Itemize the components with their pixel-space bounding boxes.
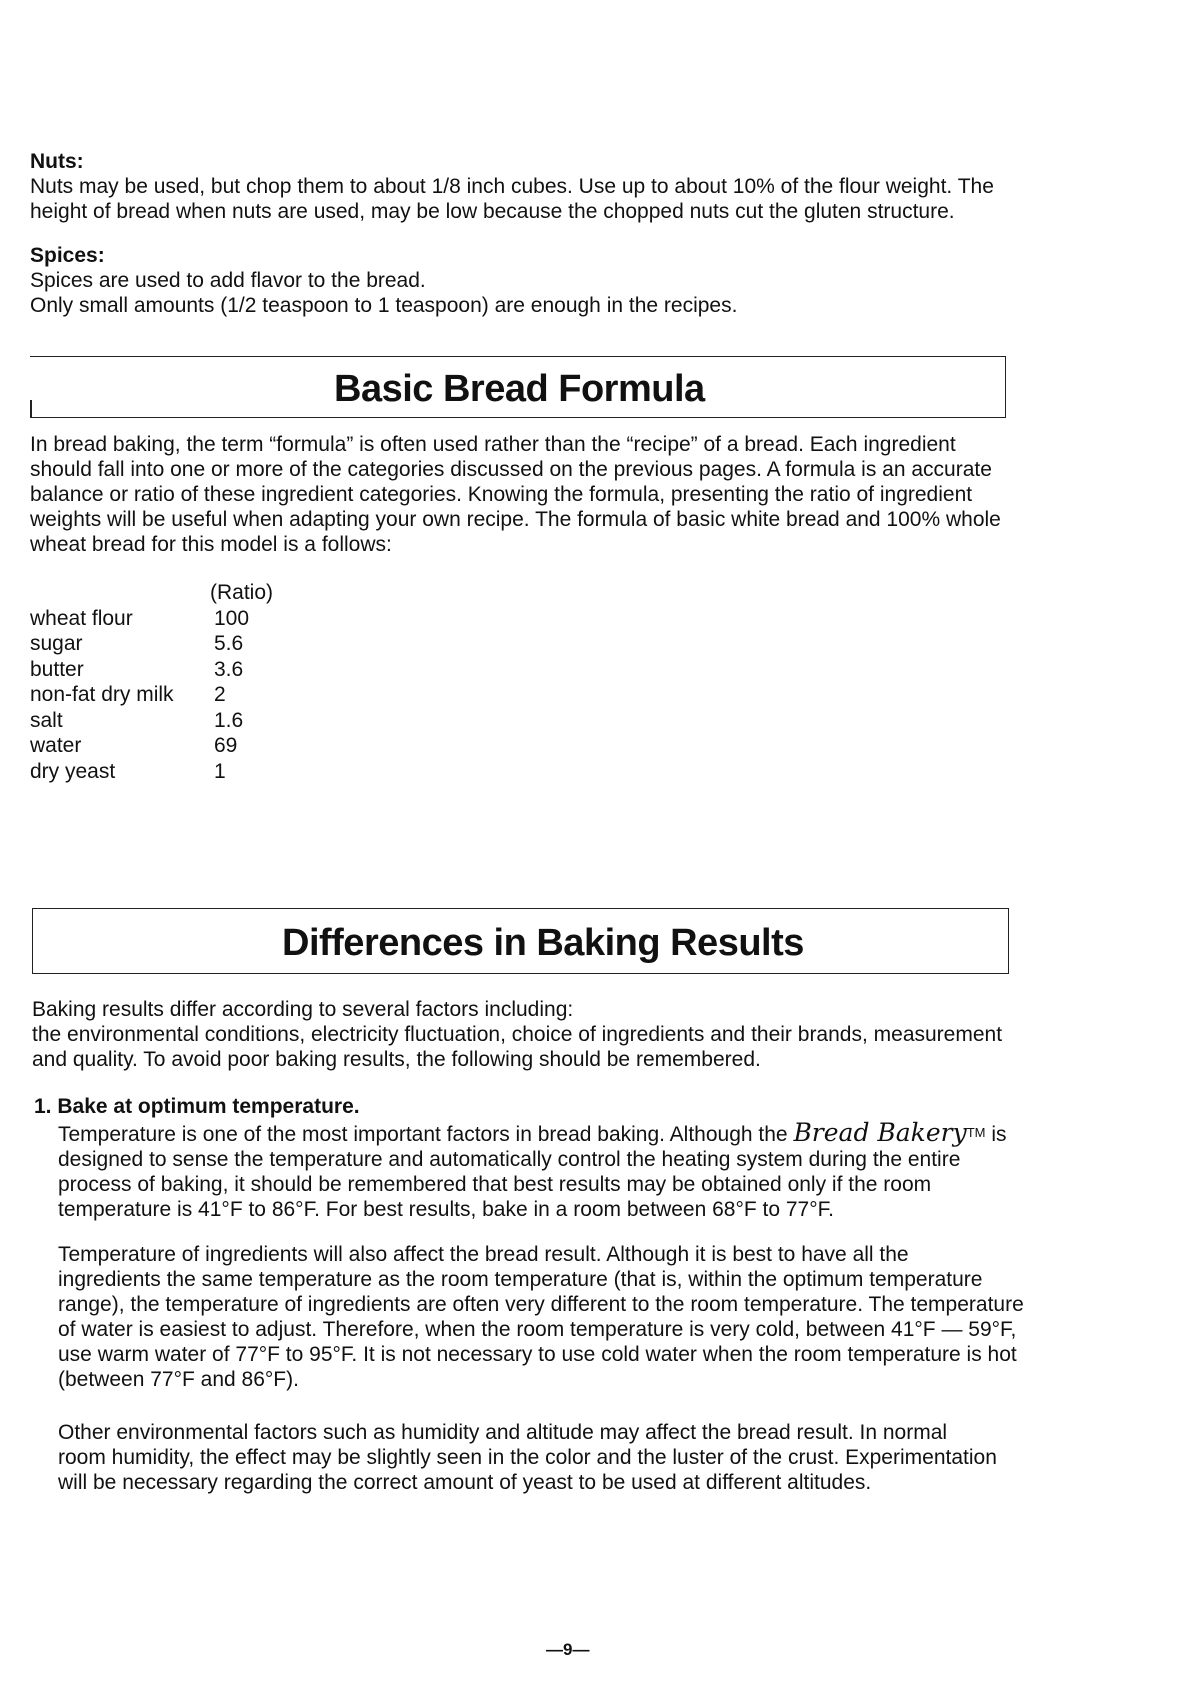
item1-line: Temperature of ingredients will also affect the bread result. Although it is best to have all the: [58, 1243, 909, 1266]
brand-name: Bread Bakery: [793, 1118, 967, 1147]
ratio-header-row: [30, 581, 273, 607]
trademark: TM: [966, 1125, 986, 1140]
differences-intro: [32, 997, 1002, 1072]
ingredient-name: water: [30, 734, 82, 757]
spices-section: [30, 244, 737, 318]
formula-line: In bread baking, the term “formula” is often used rather than the “recipe” of a bread. Each ingredient: [30, 433, 956, 456]
ingredient-name: butter: [30, 657, 84, 681]
differences-title: Differences in Baking Results: [282, 922, 804, 964]
table-row: [30, 658, 273, 684]
ingredient-ratio: 5.6: [214, 632, 244, 655]
item1-line: (between 77°F and 86°F).: [58, 1368, 299, 1391]
table-row: [30, 709, 273, 735]
ingredient-name: dry yeast: [30, 759, 116, 783]
item1-line-start: Temperature is one of the most important factors in bread baking. Although the: [58, 1123, 788, 1146]
item1-line-end: is: [991, 1123, 1007, 1146]
spices-line: Only small amounts (1/2 teaspoon to 1 teaspoon) are enough in the recipes.: [30, 294, 738, 317]
formula-line: wheat bread for this model is a follows:: [30, 533, 392, 556]
item1-line: range), the temperature of ingredients are often very different to the room temperature. The temperature: [58, 1293, 1024, 1316]
nuts-line: Nuts may be used, but chop them to about 1/8 inch cubes. Use up to about 10% of the flour weight. The: [30, 175, 994, 198]
item1-first-line: [58, 1120, 1007, 1147]
ingredient-ratio: 1: [214, 759, 226, 783]
item1-line: use warm water of 77°F to 95°F. It is not necessary to use cold water when the room temperature is hot: [58, 1343, 1017, 1366]
table-row: [30, 760, 273, 786]
intro-line: the environmental conditions, electricity fluctuation, choice of ingredients and their brands, measurement: [32, 1023, 1003, 1046]
nuts-heading: Nuts:: [30, 150, 84, 173]
formula-line: should fall into one or more of the categories discussed on the previous pages. A formula is an accurate: [30, 458, 992, 481]
intro-line: and quality. To avoid poor baking results, the following should be remembered.: [32, 1048, 761, 1071]
table-row: [30, 632, 273, 658]
item1-heading: 1. Bake at optimum temperature.: [34, 1095, 360, 1118]
item1-paragraph1: [58, 1120, 1007, 1222]
item1-line: process of baking, it should be remembered that best results may be obtained only if the room: [58, 1173, 932, 1196]
spices-text: [30, 268, 737, 318]
formula-line: balance or ratio of these ingredient categories. Knowing the formula, presenting the ratio of ingredient: [30, 483, 973, 506]
ingredient-ratio: 1.6: [214, 708, 244, 732]
page-number: —9—: [546, 1640, 590, 1659]
ingredient-ratio: 69: [214, 734, 238, 757]
intro-line: Baking results differ according to several factors including:: [32, 998, 574, 1021]
item1-line: designed to sense the temperature and automatically control the heating system during the entire: [58, 1148, 961, 1171]
ratio-table-wrap: [30, 581, 273, 785]
table-row: [30, 607, 273, 633]
item1-line: will be necessary regarding the correct amount of yeast to be used at different altitudes.: [58, 1471, 872, 1494]
item1-line: of water is easiest to adjust. Therefore, when the room temperature is very cold, between 41°F — 59°F,: [58, 1318, 1017, 1341]
nuts-line: height of bread when nuts are used, may be low because the chopped nuts cut the gluten structure.: [30, 200, 955, 223]
ingredient-name: sugar: [30, 632, 83, 655]
ratio-header: (Ratio): [210, 581, 274, 604]
item1-paragraph3: [58, 1420, 997, 1495]
formula-paragraph: [30, 432, 1001, 557]
item1-line: room humidity, the effect may be slightly seen in the color and the luster of the crust. Experimentation: [58, 1446, 997, 1469]
formula-banner-left-tick: [30, 400, 32, 418]
formula-line: weights will be useful when adapting your own recipe. The formula of basic white bread and 100% whole: [30, 508, 1001, 531]
spices-heading: Spices:: [30, 244, 105, 267]
ingredient-name: salt: [30, 708, 63, 732]
ratio-table: [30, 581, 273, 785]
nuts-section: [30, 150, 994, 224]
ingredient-ratio: 3.6: [214, 657, 244, 681]
item1-line: temperature is 41°F to 86°F. For best results, bake in a room between 68°F to 77°F.: [58, 1198, 834, 1221]
item1-paragraph2: [58, 1242, 1024, 1392]
table-row: [30, 734, 273, 760]
spices-line: Spices are used to add flavor to the bread.: [30, 269, 426, 292]
item1-line: Other environmental factors such as humidity and altitude may affect the bread result. In normal: [58, 1421, 948, 1444]
nuts-text: [30, 174, 994, 224]
formula-title: Basic Bread Formula: [334, 368, 705, 410]
ingredient-ratio: 100: [214, 606, 250, 630]
ingredient-name: wheat flour: [30, 606, 133, 630]
ingredient-name: non-fat dry milk: [30, 683, 174, 706]
table-row: [30, 683, 273, 709]
item1-line: ingredients the same temperature as the room temperature (that is, within the optimum temperature: [58, 1268, 983, 1291]
ingredient-ratio: 2: [214, 683, 226, 706]
